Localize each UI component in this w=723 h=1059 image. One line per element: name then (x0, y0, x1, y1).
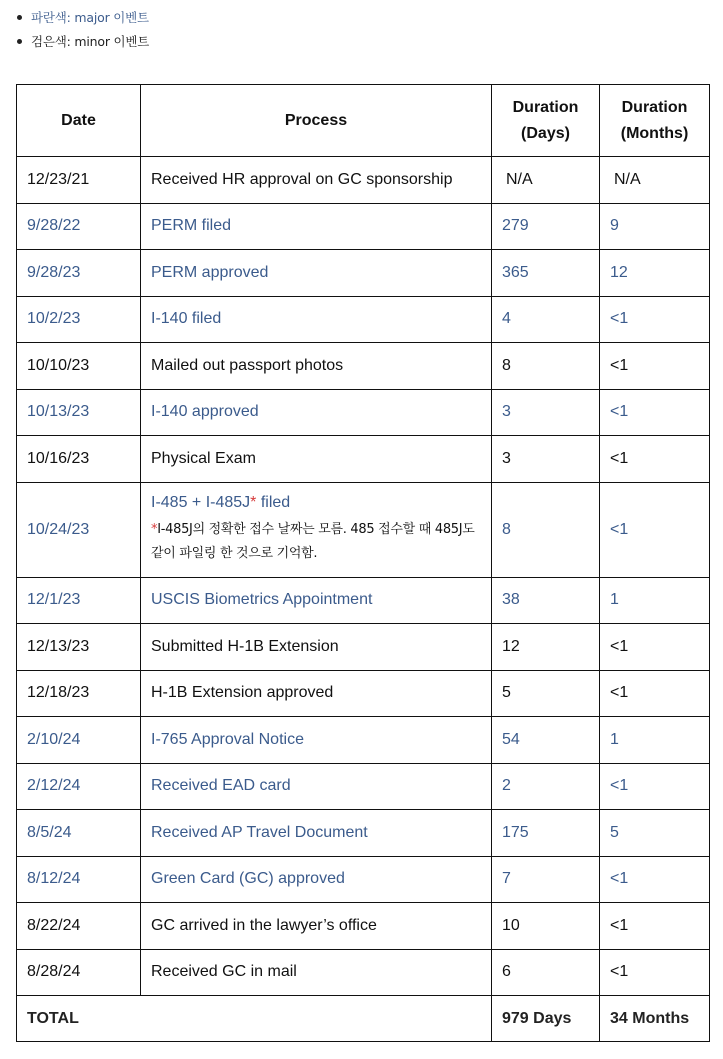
process-text: I-485 + I-485J (151, 493, 251, 511)
months-cell: <1 (600, 389, 710, 436)
days-cell: 8 (492, 482, 600, 577)
days-cell: 175 (492, 810, 600, 857)
legend-major-label: 파란색: major 이벤트 (31, 10, 149, 25)
header-duration-days: Duration (Days) (492, 85, 600, 157)
days-cell: N/A (492, 157, 600, 204)
days-cell: 279 (492, 203, 600, 250)
months-cell: <1 (600, 482, 710, 577)
months-cell: 1 (600, 577, 710, 624)
months-cell: <1 (600, 436, 710, 483)
header-duration-months: Duration (Months) (600, 85, 710, 157)
months-cell: <1 (600, 624, 710, 671)
process-cell: PERM filed (141, 203, 492, 250)
months-cell: <1 (600, 763, 710, 810)
footnote-text: I-485J의 정확한 접수 날짜는 모름. 485 접수할 때 485J도 같이 파일링 한 것으로 기억함. (151, 521, 475, 561)
process-cell: USCIS Biometrics Appointment (141, 577, 492, 624)
process-text-suffix: filed (256, 493, 291, 511)
date-cell: 2/10/24 (17, 717, 141, 764)
bullet-icon (17, 15, 22, 20)
days-cell: 365 (492, 250, 600, 297)
total-months: 34 Months (600, 996, 710, 1042)
process-cell: Submitted H-1B Extension (141, 624, 492, 671)
months-cell: 9 (600, 203, 710, 250)
table-row (17, 250, 710, 297)
months-cell: <1 (600, 343, 710, 390)
date-cell: 9/28/23 (17, 250, 141, 297)
days-cell: 7 (492, 856, 600, 903)
date-cell: 12/23/21 (17, 157, 141, 204)
date-cell: 10/10/23 (17, 343, 141, 390)
months-cell: 12 (600, 250, 710, 297)
days-cell: 8 (492, 343, 600, 390)
table-row (17, 343, 710, 390)
table-row (17, 296, 710, 343)
days-cell: 5 (492, 670, 600, 717)
table-row (17, 856, 710, 903)
days-cell: 12 (492, 624, 600, 671)
months-cell: <1 (600, 856, 710, 903)
table-row (17, 670, 710, 717)
days-cell: 54 (492, 717, 600, 764)
date-cell: 12/13/23 (17, 624, 141, 671)
table-row (17, 810, 710, 857)
process-cell: Received HR approval on GC sponsorship (141, 157, 492, 204)
date-cell: 10/16/23 (17, 436, 141, 483)
header-date: Date (17, 85, 141, 157)
table-row (17, 482, 710, 577)
legend-minor-label: 검은색: minor 이벤트 (31, 34, 150, 49)
legend-item-minor (17, 31, 149, 51)
process-cell: Green Card (GC) approved (141, 856, 492, 903)
header-row (17, 85, 710, 157)
process-cell: I-140 approved (141, 389, 492, 436)
footnote-asterisk: * (250, 493, 257, 511)
process-cell (141, 482, 492, 577)
process-cell: GC arrived in the lawyer’s office (141, 903, 492, 950)
process-cell: PERM approved (141, 250, 492, 297)
date-cell: 8/12/24 (17, 856, 141, 903)
table-row (17, 436, 710, 483)
total-days: 979 Days (492, 996, 600, 1042)
date-cell: 12/18/23 (17, 670, 141, 717)
process-cell: I-140 filed (141, 296, 492, 343)
legend-item-major (17, 7, 149, 27)
process-cell: Mailed out passport photos (141, 343, 492, 390)
table-row (17, 717, 710, 764)
date-cell: 8/5/24 (17, 810, 141, 857)
process-cell: Received GC in mail (141, 949, 492, 996)
table-row (17, 389, 710, 436)
green-card-timeline-table (16, 84, 710, 1042)
days-cell: 6 (492, 949, 600, 996)
date-cell: 2/12/24 (17, 763, 141, 810)
months-cell: <1 (600, 670, 710, 717)
date-cell: 8/28/24 (17, 949, 141, 996)
table-row (17, 763, 710, 810)
process-cell: H-1B Extension approved (141, 670, 492, 717)
months-cell: N/A (600, 157, 710, 204)
process-cell: Physical Exam (141, 436, 492, 483)
months-cell: <1 (600, 949, 710, 996)
header-process: Process (141, 85, 492, 157)
footnote-asterisk: * (151, 521, 158, 537)
table-row (17, 903, 710, 950)
date-cell: 10/13/23 (17, 389, 141, 436)
months-cell: 5 (600, 810, 710, 857)
footnote-note (151, 518, 481, 566)
total-row (17, 996, 710, 1042)
table-row (17, 949, 710, 996)
process-cell: I-765 Approval Notice (141, 717, 492, 764)
date-cell: 8/22/24 (17, 903, 141, 950)
days-cell: 3 (492, 436, 600, 483)
total-label: TOTAL (17, 996, 492, 1042)
bullet-icon (17, 39, 22, 44)
days-cell: 2 (492, 763, 600, 810)
table-row (17, 624, 710, 671)
days-cell: 3 (492, 389, 600, 436)
days-cell: 10 (492, 903, 600, 950)
table-row (17, 203, 710, 250)
months-cell: <1 (600, 296, 710, 343)
date-cell: 10/24/23 (17, 482, 141, 577)
months-cell: <1 (600, 903, 710, 950)
date-cell: 12/1/23 (17, 577, 141, 624)
days-cell: 38 (492, 577, 600, 624)
date-cell: 10/2/23 (17, 296, 141, 343)
process-cell: Received AP Travel Document (141, 810, 492, 857)
days-cell: 4 (492, 296, 600, 343)
process-cell: Received EAD card (141, 763, 492, 810)
table-row (17, 157, 710, 204)
table-row (17, 577, 710, 624)
date-cell: 9/28/22 (17, 203, 141, 250)
months-cell: 1 (600, 717, 710, 764)
